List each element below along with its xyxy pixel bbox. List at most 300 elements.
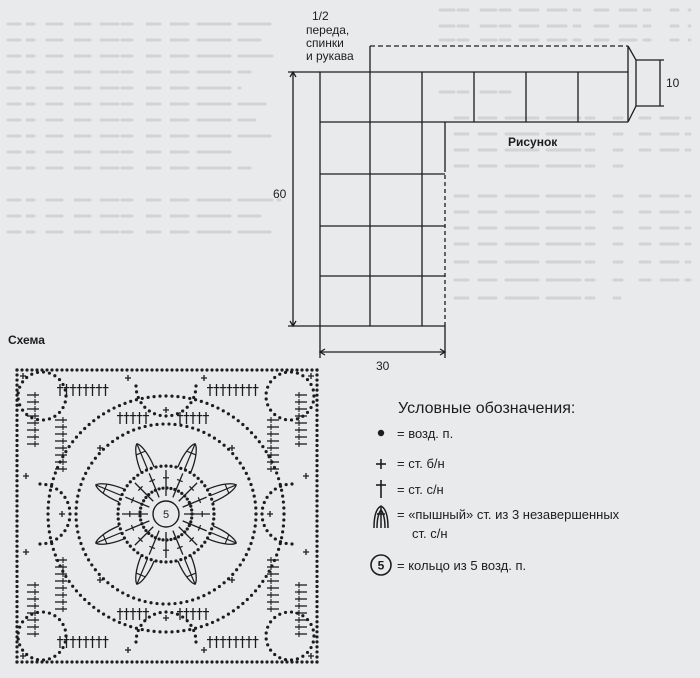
chain-dot	[186, 497, 189, 500]
legend-title: Условные обозначения:	[398, 400, 576, 417]
chain-dot	[159, 465, 162, 468]
chain-dot	[194, 640, 197, 643]
chain-dot	[223, 581, 226, 584]
sc-stitch	[125, 647, 131, 653]
chain-dot	[190, 508, 193, 511]
chain-dot	[150, 467, 153, 470]
chain-dot	[315, 570, 318, 573]
chain-dot	[254, 589, 257, 592]
chain-dot	[280, 660, 283, 663]
chain-dot	[220, 368, 223, 371]
chain-dot	[265, 637, 268, 640]
chain-dot	[253, 530, 256, 533]
chain-dot	[266, 626, 269, 629]
chain-dot	[117, 502, 120, 505]
chain-dot	[312, 388, 315, 391]
chain-dot	[265, 660, 268, 663]
chain-dot	[48, 530, 51, 533]
chain-dot	[61, 406, 64, 409]
chain-dot	[153, 613, 156, 616]
chain-dot	[306, 378, 309, 381]
chain-dot	[186, 619, 189, 622]
chain-dot	[134, 640, 137, 643]
chain-dot	[132, 477, 135, 480]
chain-dot	[64, 450, 67, 453]
chain-dot	[315, 424, 318, 427]
half-label-line-2: переда,	[306, 23, 350, 37]
chain-dot	[165, 660, 168, 663]
chain-dot	[15, 575, 18, 578]
legend-item-5-text: = кольцо из 5 возд. п.	[397, 558, 527, 573]
chain-dot	[197, 596, 200, 599]
chain-dot	[25, 660, 28, 663]
chain-dot	[218, 585, 221, 588]
chain-dot	[123, 623, 126, 626]
chain-dot	[15, 519, 18, 522]
chain-dot	[195, 368, 198, 371]
chain-dot	[15, 434, 18, 437]
chain-dot	[111, 440, 114, 443]
chain-dot	[155, 368, 158, 371]
chain-dot	[15, 610, 18, 613]
chain-dot	[134, 384, 137, 387]
chain-dot	[155, 423, 158, 426]
chain-dot	[301, 614, 304, 617]
chain-dot	[290, 370, 293, 373]
chain-dot	[186, 406, 189, 409]
chain-dot	[15, 414, 18, 417]
chain-dot	[30, 368, 33, 371]
chain-dot	[282, 518, 285, 521]
chain-dot	[119, 527, 122, 530]
chain-dot	[90, 368, 93, 371]
chain-dot	[315, 459, 318, 462]
chain-dot	[265, 368, 268, 371]
chain-dot	[225, 368, 228, 371]
chain-dot	[18, 643, 21, 646]
chain-dot	[218, 440, 221, 443]
chain-dot	[25, 368, 28, 371]
chain-dot	[315, 655, 318, 658]
chain-dot	[150, 534, 153, 537]
chain-dot	[315, 429, 318, 432]
chain-dot	[230, 660, 233, 663]
chain-dot	[55, 368, 58, 371]
chain-dot	[70, 660, 73, 663]
chain-dot	[211, 502, 214, 505]
chain-dot	[15, 514, 18, 517]
chain-dot	[270, 460, 273, 463]
chain-dot	[60, 660, 63, 663]
chain-dot	[64, 400, 67, 403]
chain-dot	[136, 551, 139, 554]
chain-dot	[170, 414, 173, 417]
chain-dot	[95, 660, 98, 663]
chain-dot	[242, 558, 245, 561]
chain-dot	[195, 660, 198, 663]
plus-icon	[376, 459, 386, 469]
chain-dot	[200, 400, 203, 403]
chain-dot	[75, 660, 78, 663]
chain-dot	[130, 660, 133, 663]
chain-dot	[142, 499, 145, 502]
chain-dot	[254, 518, 257, 521]
chain-dot	[315, 474, 318, 477]
chain-dot	[161, 487, 164, 490]
chain-dot	[56, 559, 59, 562]
chain-dot	[315, 399, 318, 402]
chain-dot	[205, 402, 208, 405]
chain-dot	[312, 634, 315, 637]
chain-dot	[42, 370, 45, 373]
chain-dot	[181, 615, 184, 618]
chain-dot	[164, 610, 167, 613]
chain-dot	[281, 495, 284, 498]
sc-stitch	[163, 407, 169, 413]
chain-dot	[278, 656, 281, 659]
chain-dot	[48, 495, 51, 498]
chain-dot	[235, 568, 238, 571]
chain-dot	[246, 598, 249, 601]
chain-dot	[164, 560, 167, 563]
chain-dot	[309, 406, 312, 409]
chain-dot	[176, 395, 179, 398]
chain-dot	[315, 419, 318, 422]
chain-dot	[180, 492, 183, 495]
chain-dot	[161, 538, 164, 541]
chain-dot	[315, 650, 318, 653]
chain-dot	[48, 372, 51, 375]
chain-dot	[160, 660, 163, 663]
chain-dot	[15, 469, 18, 472]
chain-dot	[135, 635, 138, 638]
chain-dot	[15, 535, 18, 538]
chain-dot	[315, 625, 318, 628]
chain-dot	[278, 416, 281, 419]
chain-dot	[254, 436, 257, 439]
chain-dot	[164, 630, 167, 633]
chain-dot	[110, 660, 113, 663]
chain-dot	[200, 368, 203, 371]
chain-dot	[280, 489, 283, 492]
chain-dot	[309, 383, 312, 386]
chain-dot	[295, 660, 298, 663]
chain-dot	[65, 368, 68, 371]
chain-dot	[152, 395, 155, 398]
chain-dot	[194, 384, 197, 387]
chain-dot	[15, 645, 18, 648]
chain-dot	[274, 487, 277, 490]
chain-dot	[278, 373, 281, 376]
chain-dot	[116, 437, 119, 440]
chain-dot	[30, 416, 33, 419]
chain-dot	[139, 401, 142, 404]
chain-dot	[15, 585, 18, 588]
chain-dot	[20, 660, 23, 663]
chain-dot	[106, 444, 109, 447]
chain-dot	[94, 568, 97, 571]
chain-dot	[202, 431, 205, 434]
chain-dot	[61, 383, 64, 386]
chain-dot	[75, 368, 78, 371]
chain-dot	[15, 504, 18, 507]
chain-dot	[277, 477, 280, 480]
chain-dot	[155, 660, 158, 663]
chain-dot	[281, 530, 284, 533]
chain-dot	[17, 397, 20, 400]
chain-dot	[170, 660, 173, 663]
chain-dot	[15, 459, 18, 462]
chain-dot	[53, 655, 56, 658]
chain-dot	[116, 512, 119, 515]
chain-dot	[88, 423, 91, 426]
chain-dot	[232, 609, 235, 612]
chain-dot	[242, 467, 245, 470]
chain-dot	[15, 404, 18, 407]
chain-dot	[269, 380, 272, 383]
legend-item-4-text-2: ст. с/н	[412, 526, 448, 541]
half-label-line-4: и рукава	[306, 49, 354, 63]
chain-dot	[84, 553, 87, 556]
chain-dot	[261, 580, 264, 583]
dagger-icon	[376, 480, 386, 498]
chain-dot	[64, 640, 67, 643]
chain-dot	[53, 415, 56, 418]
chain-dot	[68, 445, 71, 448]
chain-dot	[301, 415, 304, 418]
chain-dot	[50, 368, 53, 371]
chain-dot	[144, 496, 147, 499]
chain-dot	[49, 536, 52, 539]
chain-dot	[260, 512, 263, 515]
chain-dot	[230, 368, 233, 371]
chain-dot	[61, 455, 64, 458]
chain-dot	[268, 570, 271, 573]
chain-dot	[147, 396, 150, 399]
chain-dot	[222, 409, 225, 412]
chain-dot	[48, 612, 51, 615]
chain-dot	[193, 474, 196, 477]
chain-dot	[235, 457, 238, 460]
dot-icon	[378, 430, 384, 436]
chain-dot	[175, 368, 178, 371]
chain-dot	[136, 474, 139, 477]
chain-dot	[47, 506, 50, 509]
chain-dot	[235, 660, 238, 663]
chain-dot	[150, 491, 153, 494]
chain-dot	[121, 433, 124, 436]
chain-dot	[245, 553, 248, 556]
chain-dot	[90, 461, 93, 464]
chain-dot	[75, 506, 78, 509]
chain-dot	[266, 403, 269, 406]
chain-dot	[78, 536, 81, 539]
chain-dot	[255, 660, 258, 663]
chain-dot	[145, 660, 148, 663]
chain-dot	[25, 413, 28, 416]
chain-dot	[60, 491, 63, 494]
chain-dot	[312, 628, 315, 631]
chain-dot	[148, 409, 151, 412]
chain-dot	[88, 602, 91, 605]
chain-dot	[290, 482, 293, 485]
chain-dot	[315, 404, 318, 407]
chain-dot	[284, 371, 287, 374]
chain-dot	[105, 660, 108, 663]
chain-dot	[21, 620, 24, 623]
chain-dot	[15, 524, 18, 527]
chain-dot	[189, 401, 192, 404]
chain-dot	[154, 559, 157, 562]
chain-dot	[315, 535, 318, 538]
chain-dot	[232, 416, 235, 419]
chain-dot	[181, 409, 184, 412]
chain-dot	[247, 548, 250, 551]
chain-dot	[208, 591, 211, 594]
chain-dot	[79, 483, 82, 486]
dimension-sleeve-label: 10	[666, 76, 680, 90]
chain-dot	[83, 427, 86, 430]
chain-dot	[306, 411, 309, 414]
chain-dot	[44, 483, 47, 486]
chain-dot	[98, 452, 101, 455]
chain-dot	[79, 594, 82, 597]
dc-stitch	[149, 531, 159, 555]
chain-dot	[58, 618, 61, 621]
chain-dot	[102, 613, 105, 616]
chain-dot	[175, 660, 178, 663]
chain-dot	[251, 489, 254, 492]
chain-dot	[315, 524, 318, 527]
chain-dot	[263, 501, 266, 504]
chain-dot	[30, 660, 33, 663]
chain-dot	[110, 368, 113, 371]
chain-dot	[60, 534, 63, 537]
chain-dot	[212, 512, 215, 515]
chain-dot	[21, 380, 24, 383]
chain-dot	[36, 371, 39, 374]
chain-dot	[127, 594, 130, 597]
chain-dot	[269, 620, 272, 623]
chain-dot	[106, 581, 109, 584]
chain-dot	[111, 585, 114, 588]
chain-dot	[44, 542, 47, 545]
chain-dot	[312, 640, 315, 643]
sc-stitch	[20, 653, 26, 659]
chain-dot	[194, 398, 197, 401]
chain-dot	[15, 600, 18, 603]
chain-dot	[253, 494, 256, 497]
chain-dot	[47, 518, 50, 521]
chain-dot	[296, 612, 299, 615]
chain-dot	[180, 660, 183, 663]
chain-dot	[179, 467, 182, 470]
chain-dot	[48, 657, 51, 660]
chain-dot	[15, 555, 18, 558]
chain-dot	[227, 613, 230, 616]
chain-dot	[210, 527, 213, 530]
chain-dot	[15, 373, 18, 376]
chain-dot	[15, 530, 18, 533]
chain-dot	[75, 589, 78, 592]
chain-dot	[315, 645, 318, 648]
chain-dot	[153, 412, 156, 415]
chain-dot	[211, 404, 214, 407]
chain-dot	[55, 537, 58, 540]
chain-dot	[239, 563, 242, 566]
chain-dot	[249, 542, 252, 545]
chain-dot	[55, 660, 58, 663]
chain-dot	[92, 419, 95, 422]
chain-dot	[263, 524, 266, 527]
chain-dot	[138, 514, 141, 517]
chain-dot	[15, 409, 18, 412]
chain-dot	[138, 598, 141, 601]
chain-dot	[315, 585, 318, 588]
chain-dot	[305, 368, 308, 371]
chain-dot	[139, 506, 142, 509]
chain-dot	[222, 616, 225, 619]
chain-dot	[85, 368, 88, 371]
chain-dot	[159, 414, 162, 417]
chain-dot	[80, 660, 83, 663]
chain-dot	[141, 628, 144, 631]
half-label-line-1: 1/2	[312, 9, 329, 23]
chain-dot	[270, 368, 273, 371]
center-ring-value: 5	[162, 509, 170, 521]
chain-dot	[273, 616, 276, 619]
chain-dot	[117, 522, 120, 525]
chain-dot	[265, 450, 268, 453]
chain-dot	[315, 494, 318, 497]
chain-dot	[158, 537, 161, 540]
chain-dot	[132, 428, 135, 431]
chain-dot	[82, 548, 85, 551]
chain-dot	[290, 418, 293, 421]
chain-dot	[170, 395, 173, 398]
chain-dot	[237, 419, 240, 422]
chain-dot	[15, 650, 18, 653]
chain-dot	[95, 368, 98, 371]
chain-dot	[15, 560, 18, 563]
chain-dot	[143, 406, 146, 409]
chain-dot	[132, 596, 135, 599]
chain-dot	[74, 512, 77, 515]
chain-dot	[315, 509, 318, 512]
chain-dot	[97, 609, 100, 612]
chain-dot	[176, 613, 179, 616]
chain-dot	[25, 376, 28, 379]
chain-dot	[154, 465, 157, 468]
chain-dot	[160, 368, 163, 371]
chain-dot	[315, 540, 318, 543]
chain-dot	[270, 660, 273, 663]
chain-dot	[203, 484, 206, 487]
chain-dot	[315, 565, 318, 568]
chain-dot	[141, 397, 144, 400]
chain-dot	[315, 530, 318, 533]
chain-dot	[94, 457, 97, 460]
chain-dot	[135, 390, 138, 393]
chain-dot	[58, 378, 61, 381]
chain-dot	[189, 624, 192, 627]
chain-dot	[275, 368, 278, 371]
chain-dot	[75, 518, 78, 521]
chain-dot	[126, 484, 129, 487]
chain-dot	[179, 424, 182, 427]
chain-dot	[82, 477, 85, 480]
chain-dot	[174, 559, 177, 562]
